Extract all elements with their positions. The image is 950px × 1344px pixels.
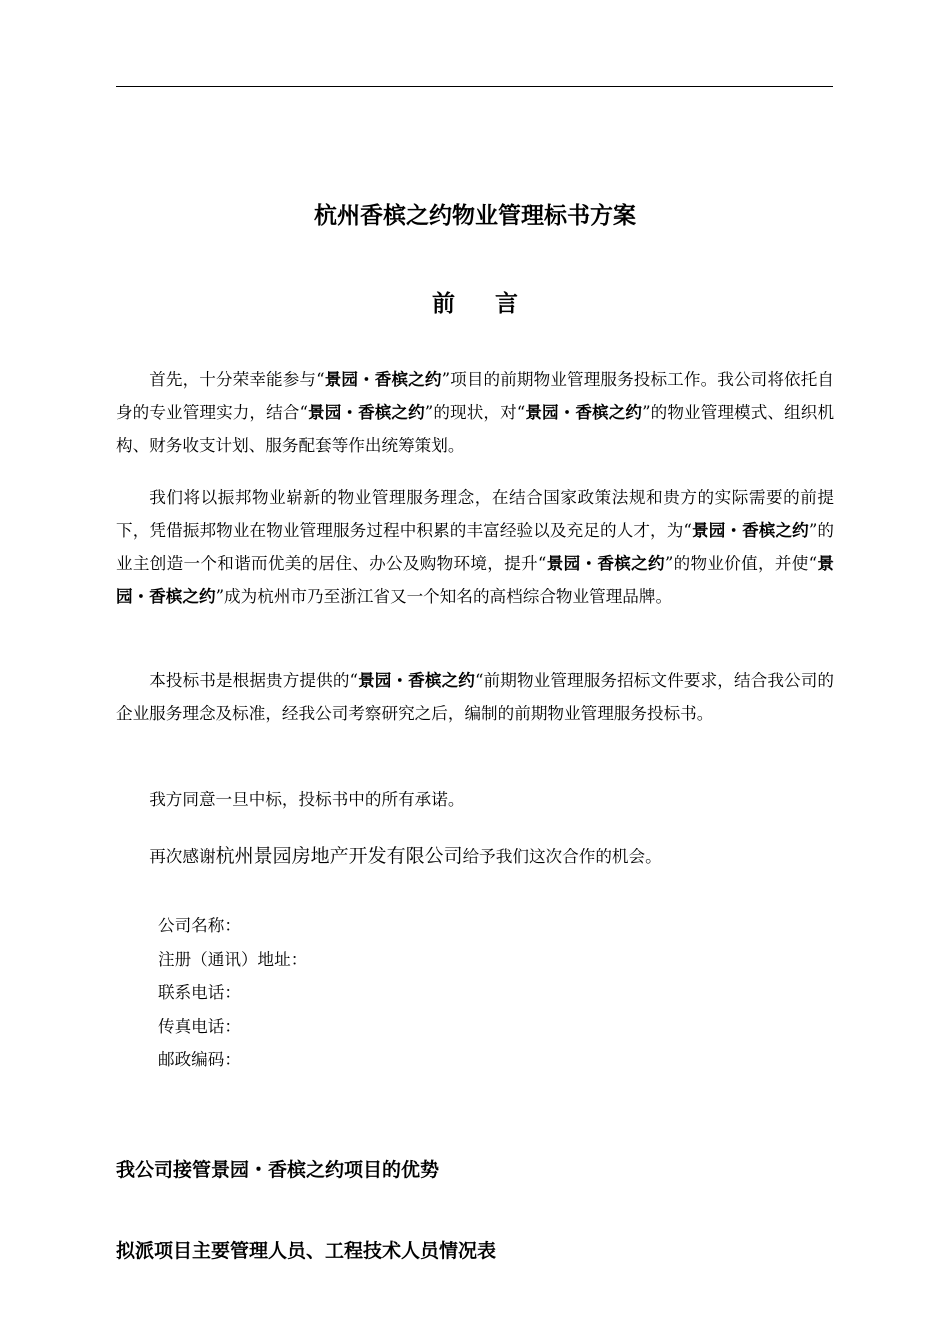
p2-text-4: ”成为杭州市乃至浙江省又一个知名的高档综合物业管理品牌。 <box>215 587 673 606</box>
p2-text-2: ”的业主创造一个和谐而优美的居住、办公及购物环境，提升“ <box>116 521 835 573</box>
section-heading-advantages: 我公司接管景园・香槟之约项目的优势 <box>116 1159 440 1181</box>
paragraph-3 <box>116 664 834 730</box>
p5-text-2: 给予我们这次合作的机会。 <box>462 847 662 866</box>
p1-project-name-3: 景园・香槟之约 <box>525 403 643 422</box>
fax-label: 传真电话： <box>158 1016 241 1036</box>
p1-text-2: ”项目的前期物业管理服务投标工作。我公司将依托自身的专业管理实力，结合“ <box>116 370 835 422</box>
p3-text-2: “前期物业管理服务招标文件要求，结合我公司的企业服务理念及标准，经我公司考察研究之后，编制的前期物业管理服务投标书。 <box>116 671 835 723</box>
p2-text-1: 我们将以振邦物业崭新的物业管理服务理念，在结合国家政策法规和贵方的实际需要的前提下，凭借振邦物业在物业管理服务过程中积累的丰富经验以及充足的人才，为“ <box>116 488 834 540</box>
address-label: 注册（通讯）地址： <box>158 949 308 969</box>
section-heading-staff-table: 拟派项目主要管理人员、工程技术人员情况表 <box>116 1240 497 1262</box>
document-title: 杭州香槟之约物业管理标书方案 <box>314 203 636 229</box>
p2-project-name-1: 景园・香槟之约 <box>691 521 809 540</box>
paragraph-5 <box>116 840 834 873</box>
preface-heading <box>0 285 950 318</box>
p3-project-name: 景园・香槟之约 <box>358 671 475 690</box>
header-rule <box>116 86 833 87</box>
p2-project-name-3: 景园・香槟之约 <box>116 554 835 606</box>
company-info-block <box>158 909 307 1077</box>
p2-text-3: ”的物业价值，并使“ <box>664 554 818 573</box>
paragraph-1 <box>116 363 834 462</box>
p1-project-name-2: 景园・香槟之约 <box>307 403 425 422</box>
postcode-label: 邮政编码： <box>158 1050 241 1069</box>
p1-text-4: ”的物业管理模式、组织机构、财务收支计划、服务配套等作出统筹策划。 <box>116 403 835 455</box>
company-name-label: 公司名称： <box>158 916 241 935</box>
p1-text-1: 首先，十分荣幸能参与“ <box>149 370 325 389</box>
preface-char-2: 言 <box>495 291 518 317</box>
client-company-name: 杭州景园房地产开发有限公司 <box>215 845 463 867</box>
p1-text-3: ”的现状，对“ <box>424 403 526 422</box>
p3-text-1: 本投标书是根据贵方提供的“ <box>149 671 358 690</box>
paragraph-4: 我方同意一旦中标，投标书中的所有承诺。 <box>149 790 465 809</box>
p1-project-name-1: 景园・香槟之约 <box>324 370 442 389</box>
phone-label: 联系电话： <box>158 983 241 1002</box>
preface-char-1: 前 <box>432 291 455 317</box>
p5-text-1: 再次感谢 <box>149 847 216 866</box>
p2-project-name-2: 景园・香槟之约 <box>546 554 665 573</box>
paragraph-2 <box>116 481 834 613</box>
